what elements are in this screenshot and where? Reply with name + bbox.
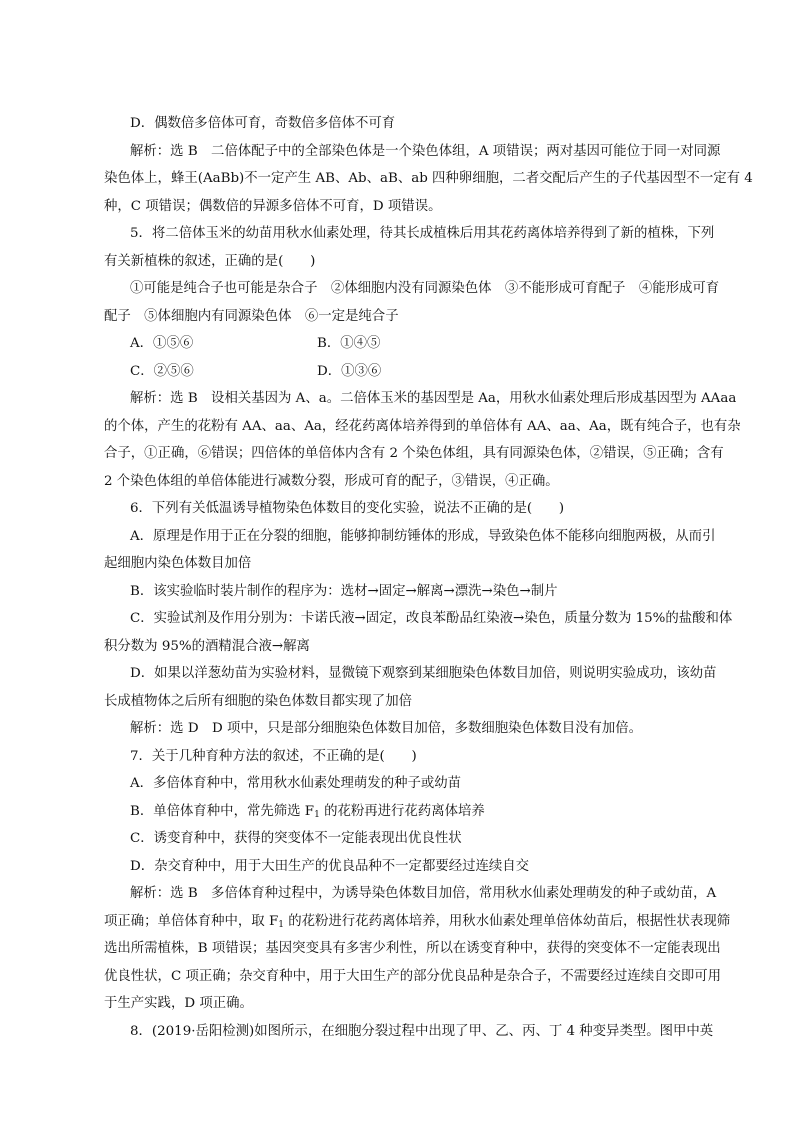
q6-option-c-line-1: C．实验试剂及作用分别为：卡诺氏液→固定，改良苯酚品红染液→染色，质量分数为 15%的盐酸和体 — [130, 611, 733, 626]
q5-stem-line-2: 有关新植株的叙述，正确的是( ) — [104, 253, 316, 269]
q7-option-b-text-1: B．单倍体育种中，常先筛选 F — [130, 803, 315, 819]
q7-option-b-subscript: 1 — [314, 809, 320, 820]
q5-option-b: B．①④⑤ — [317, 336, 381, 351]
q5-statements-line-1: ①可能是纯合子也可能是杂合子 ②体细胞内没有同源染色体 ③不能形成可育配子 ④能形成可育 — [130, 281, 720, 296]
q7-stem: 7．关于几种育种方法的叙述，不正确的是( ) — [130, 748, 417, 764]
q5-statements-line-2: 配子 ⑤体细胞内有同源染色体 ⑥一定是纯合子 — [104, 308, 399, 324]
q7-option-d: D．杂交育种中，用于大田生产的优良品种不一定都要经过连续自交 — [130, 858, 530, 874]
q5-options-row-1 — [104, 330, 716, 358]
q5-analysis-line-1: 解析：选 B 设相关基因为 A、a。二倍体玉米的基因型是 Aa，用秋水仙素处理后形成基因型为 AAaa — [130, 391, 737, 406]
q7-analysis-line-2 — [104, 908, 731, 936]
q6-stem: 6．下列有关低温诱导植物染色体数目的变化实验，说法不正确的是( ) — [130, 501, 565, 516]
q6-option-d-line-1: D．如果以洋葱幼苗为实验材料，显微镜下观察到某细胞染色体数目加倍，则说明实验成功，该幼苗 — [130, 666, 717, 681]
q7-option-b — [104, 798, 716, 826]
q5-analysis-line-4: 2 个染色体组的单倍体能进行减数分裂，形成可育的配子，③错误，④正确。 — [104, 473, 559, 489]
q6-option-c-line-2: 积分数为 95%的酒精混合液→解离 — [104, 638, 310, 654]
q5-analysis-line-2: 的个体，产生的花粉有 AA、aa、Aa，经花药离体培养得到的单倍体有 AA、aa、Aa，既有纯合子，也有杂 — [104, 418, 741, 434]
q6-analysis: 解析：选 D D 项中，只是部分细胞染色体数目加倍，多数细胞染色体数目没有加倍。 — [130, 721, 643, 736]
q4-analysis-line-3: 种，C 项错误；偶数倍的异源多倍体不可育，D 项错误。 — [104, 198, 442, 214]
q4-option-d: D．偶数倍多倍体可育，奇数倍多倍体不可育 — [130, 116, 396, 131]
q6-option-a-line-2: 起细胞内染色体数目加倍 — [104, 556, 252, 571]
q7-analysis-line-5: 于生产实践，D 项正确。 — [104, 996, 253, 1011]
q7-analysis-line-3: 选出所需植株，B 项错误；基因突变具有多害少利性，所以在诱变育种中，获得的突变体不一定能表现出 — [104, 941, 721, 956]
q7-option-c: C．诱变育种中，获得的突变体不一定能表现出优良性状 — [130, 831, 462, 846]
q7-analysis-line-1: 解析：选 B 多倍体育种过程中，为诱导染色体数目加倍，常用秋水仙素处理萌发的种子或幼苗，A — [130, 886, 717, 901]
q4-analysis-line-2: 染色体上，蜂王(AaBb)不一定产生 AB、Ab、aB、ab 四种卵细胞，二者交配后产生的子代基因型不一定有 4 — [104, 171, 753, 186]
q7-analysis-subscript: 1 — [278, 919, 284, 930]
q5-option-a: A．①⑤⑥ — [130, 336, 194, 351]
q5-option-c: C．②⑤⑥ — [130, 363, 194, 379]
q6-option-a-line-1: A．原理是作用于正在分裂的细胞，能够抑制纺锤体的形成，导致染色体不能移向细胞两极，从而引 — [130, 528, 716, 544]
q5-options-row-2 — [104, 358, 716, 386]
q6-option-d-line-2: 长成植物体之后所有细胞的染色体数目都实现了加倍 — [104, 693, 412, 709]
q7-option-a: A．多倍体育种中，常用秋水仙素处理萌发的种子或幼苗 — [130, 776, 462, 791]
q4-analysis-line-1: 解析：选 B 二倍体配子中的全部染色体是一个染色体组，A 项错误；两对基因可能位于同一对同源 — [130, 143, 721, 159]
q5-option-d: D．①③⑥ — [317, 363, 382, 379]
q7-analysis-line-2-text-1: 项正确；单倍体育种中，取 F — [104, 913, 279, 929]
q7-analysis-line-2-text-2: 的花粉进行花药离体培养，用秋水仙素处理单倍体幼苗后，根据性状表现筛 — [283, 913, 731, 929]
q5-stem-line-1: 5．将二倍体玉米的幼苗用秋水仙素处理，待其长成植株后用其花药离体培养得到了新的植株，下列 — [130, 226, 715, 241]
q6-option-b: B．该实验临时装片制作的程序为：选材→固定→解离→漂洗→染色→制片 — [130, 583, 558, 599]
document-body — [104, 110, 753, 1045]
q7-option-b-text-2: 的花粉再进行花药离体培养 — [319, 803, 485, 819]
q5-analysis-line-3: 合子，①正确，⑥错误；四倍体的单倍体内含有 2 个染色体组，具有同源染色体，②错误，⑤正确；含有 — [104, 446, 724, 461]
q8-stem-line-1: 8．(2019·岳阳检测)如图所示，在细胞分裂过程中出现了甲、乙、丙、丁 4 种变异类型。图甲中英 — [130, 1023, 714, 1039]
q7-analysis-line-4: 优良性状，C 项正确；杂交育种中，用于大田生产的部分优良品种是杂合子，不需要经过连续自交即可用 — [104, 968, 722, 984]
